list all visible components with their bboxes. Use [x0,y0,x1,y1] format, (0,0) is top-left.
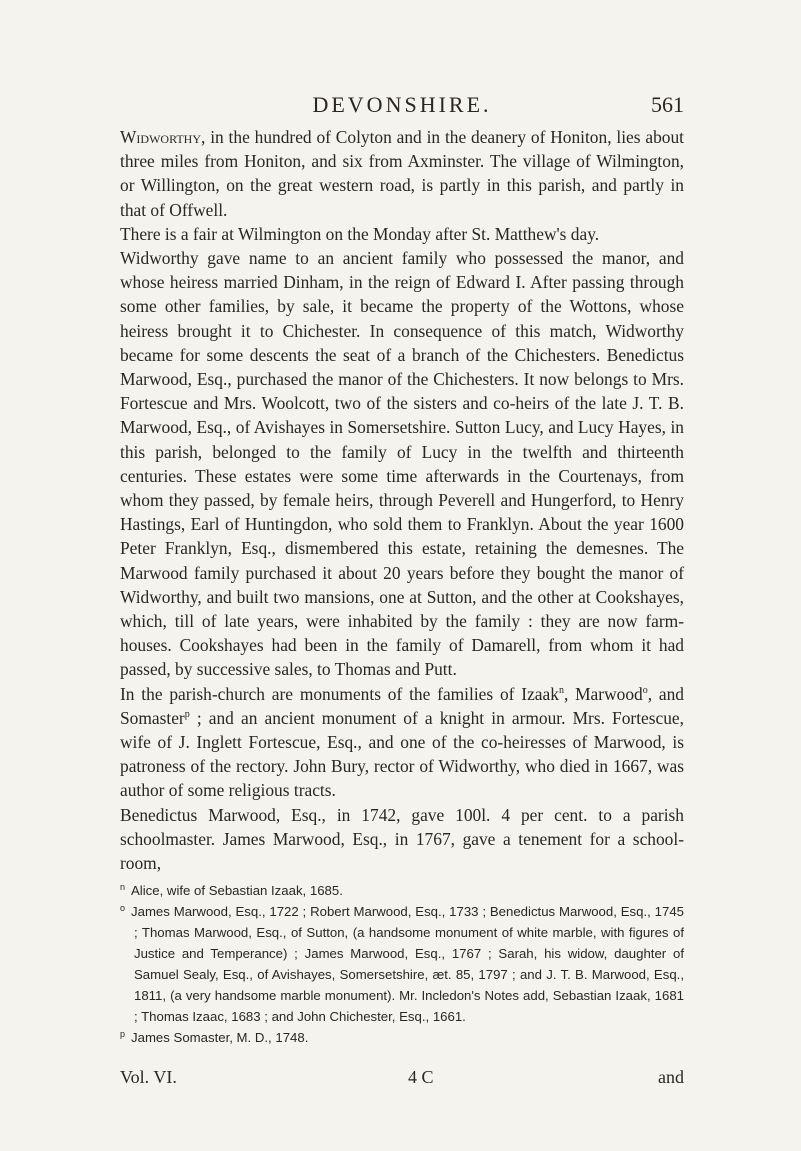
footnote-ref-p: p [184,709,190,721]
footnote-text-n: Alice, wife of Sebastian Izaak, 1685. [131,883,343,898]
paragraph-manor: Widworthy gave name to an ancient family who possessed the manor, and whose heiress married Dinham, in the reign of Edward I. After passing through some other families, by sale, it became the property of the Wottons, whose heiress brought it to Chichester. In consequence of this match, Widworthy became for some descents the seat of a branch of the Chichesters. Benedictus Marwood, Esq., purchased the manor of the Chichesters. It now belongs to Mrs. Fortescue and Mrs. Woolcott, two of the sisters and co-heirs of the late J. T. B. Marwood, Esq., of Avishayes in Somersetshire. Sutton Lucy, and Lucy Hayes, in this parish, belonged to the family of Lucy in the twelfth and thirteenth centuries. These estates were some time afterwards in the Courtenays, from whom they passed, by female heirs, through Peverell and Hungerford, to Henry Hastings, Earl of Huntingdon, who sold them to Franklyn. About the year 1600 Peter Franklyn, Esq., dismembered this estate, retaining the demesnes. The Marwood family purchased it about 20 years before they bought the manor of Widworthy, and built two mansions, one at Sutton, and the other at Cookshayes, which, till of late years, were inhabited by the family : they are now farm-houses. Cookshayes had been in the family of Damarell, from whom it had passed, by successive sales, to Thomas and Putt. [120,248,684,680]
church-text-a: In the parish-church are monuments of the families of Izaak [120,683,559,704]
footnote-n [120,880,684,901]
page-title: DEVONSHIRE. [312,92,492,117]
footnote-mark-p: p [120,1028,126,1039]
paragraph-intro [120,125,684,222]
footnote-ref-n: n [558,684,564,696]
footnote-text-p: James Somaster, M. D., 1748. [131,1030,309,1045]
footnote-text-o: James Marwood, Esq., 1722 ; Robert Marwood, Esq., 1733 ; Benedictus Marwood, Esq., 1745 ; Thomas Marwood, Esq., of Sutton, (a handsome monument of white marble, with figures of Justice and Temperance) ; James Marwood, Esq., 1767 ; Sarah, his widow, daughter of Samuel Sealy, Esq., of Avishayes, Somersetshire, æt. 85, 1797 ; and J. T. B. Marwood, Esq., 1811, (a very handsome marble monument). Mr. Incledon's Notes add, Sebastian Izaak, 1681 ; Thomas Izaac, 1683 ; and John Chichester, Esq., 1661. [131,904,684,1024]
church-text-c: , and Somaster [120,683,684,728]
running-head [120,92,684,122]
paragraph-church [120,682,684,803]
signature-line [120,1067,684,1091]
footnote-mark-o: o [120,902,126,913]
page-number: 561 [651,92,684,117]
footnote-p [120,1027,684,1048]
paragraph-school: Benedictus Marwood, Esq., in 1742, gave 100l. 4 per cent. to a parish schoolmaster. James Marwood, Esq., in 1767, gave a tenement for a school-room, [120,804,684,874]
body-text [120,125,684,875]
footnote-o [120,901,684,1027]
paragraph-intro-text: in the hundred of Colyton and in the deanery of Honiton, lies about three miles from Honiton, and six from Axminster. The village of Wilmington, or Willington, on the great western road, is partly in this parish, and partly in that of Offwell. [120,127,684,220]
signature-mark: 4 C [408,1067,434,1087]
parish-name: Widworthy, [120,127,206,147]
paragraph-fair: There is a fair at Wilmington on the Monday after St. Matthew's day. [120,223,600,244]
footnote-mark-n: n [120,881,126,892]
church-text-b: , Marwood [563,683,643,704]
church-text-d: ; and an ancient monument of a knight in armour. Mrs. Fortescue, wife of J. Inglett Fortescue, Esq., and one of the co-heiresses of Marwood, is patroness of the rectory. John Bury, rector of Widworthy, who died in 1667, was author of some religious tracts. [120,707,684,801]
catchword: and [658,1067,684,1087]
volume-number: Vol. VI. [120,1067,177,1087]
footnote-ref-o: o [642,684,648,696]
footnotes [120,880,684,1048]
